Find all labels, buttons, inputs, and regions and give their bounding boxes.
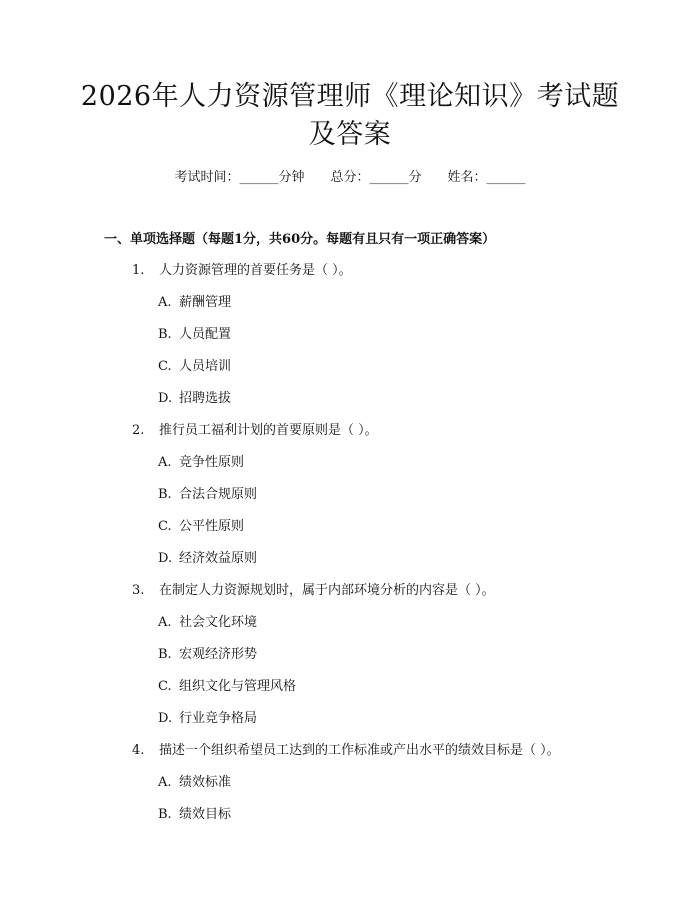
title-line-1: 2026年人力资源管理师《理论知识》考试题 bbox=[80, 81, 620, 112]
question-number: 4. bbox=[132, 743, 145, 758]
question-1 bbox=[132, 261, 352, 281]
question-2 bbox=[132, 421, 378, 441]
title-line-2: 及答案 bbox=[308, 119, 392, 150]
question-1-option-b bbox=[158, 325, 231, 345]
question-3-option-c bbox=[158, 677, 296, 697]
question-3-option-d bbox=[158, 709, 257, 729]
option-text: 人员培训 bbox=[179, 359, 232, 374]
option-text: 薪酬管理 bbox=[179, 295, 232, 310]
option-text: 组织文化与管理风格 bbox=[179, 679, 297, 694]
question-1-option-c bbox=[158, 357, 231, 377]
option-letter: B. bbox=[158, 487, 172, 502]
question-3 bbox=[132, 581, 495, 601]
option-text: 绩效目标 bbox=[179, 807, 232, 822]
option-text: 公平性原则 bbox=[179, 519, 245, 534]
question-2-option-b bbox=[158, 485, 257, 505]
question-4 bbox=[132, 741, 560, 761]
option-letter: C. bbox=[158, 519, 172, 534]
document-title bbox=[0, 78, 700, 154]
question-text: 人力资源管理的首要任务是（ ）。 bbox=[159, 263, 352, 278]
option-text: 行业竞争格局 bbox=[179, 711, 258, 726]
question-4-option-b bbox=[158, 805, 231, 825]
option-text: 社会文化环境 bbox=[179, 615, 258, 630]
option-letter: C. bbox=[158, 359, 172, 374]
option-text: 绩效标准 bbox=[179, 775, 232, 790]
option-letter: B. bbox=[158, 807, 172, 822]
option-letter: B. bbox=[158, 327, 172, 342]
exam-meta bbox=[0, 168, 700, 188]
question-2-option-a bbox=[158, 453, 244, 473]
question-text: 描述一个组织希望员工达到的工作标准或产出水平的绩效目标是（ ）。 bbox=[159, 743, 560, 758]
option-text: 经济效益原则 bbox=[179, 551, 258, 566]
question-number: 1. bbox=[132, 263, 145, 278]
question-text: 在制定人力资源规划时，属于内部环境分析的内容是（ ）。 bbox=[159, 583, 495, 598]
question-text: 推行员工福利计划的首要原则是（ ）。 bbox=[159, 423, 378, 438]
question-1-option-d bbox=[158, 389, 231, 409]
exam-time: 考试时间：______分钟 bbox=[174, 170, 305, 185]
option-letter: A. bbox=[158, 455, 172, 470]
option-letter: D. bbox=[158, 551, 173, 566]
question-1-option-a bbox=[158, 293, 231, 313]
exam-name: 姓名：______ bbox=[447, 170, 526, 185]
option-letter: D. bbox=[158, 711, 173, 726]
option-text: 人员配置 bbox=[179, 327, 232, 342]
option-letter: B. bbox=[158, 647, 172, 662]
option-letter: D. bbox=[158, 391, 173, 406]
exam-total-score: 总分：______分 bbox=[330, 170, 422, 185]
option-letter: A. bbox=[158, 295, 172, 310]
question-3-option-b bbox=[158, 645, 257, 665]
question-2-option-c bbox=[158, 517, 244, 537]
option-letter: C. bbox=[158, 679, 172, 694]
option-letter: A. bbox=[158, 615, 172, 630]
option-text: 招聘选拔 bbox=[179, 391, 232, 406]
option-text: 合法合规原则 bbox=[179, 487, 258, 502]
question-2-option-d bbox=[158, 549, 257, 569]
question-4-option-a bbox=[158, 773, 231, 793]
question-number: 3. bbox=[132, 583, 145, 598]
option-text: 竞争性原则 bbox=[179, 455, 245, 470]
question-3-option-a bbox=[158, 613, 257, 633]
option-text: 宏观经济形势 bbox=[179, 647, 258, 662]
section-heading: 一、单项选择题（每题1分，共60分。每题有且只有一项正确答案） bbox=[104, 232, 496, 247]
option-letter: A. bbox=[158, 775, 172, 790]
question-number: 2. bbox=[132, 423, 145, 438]
